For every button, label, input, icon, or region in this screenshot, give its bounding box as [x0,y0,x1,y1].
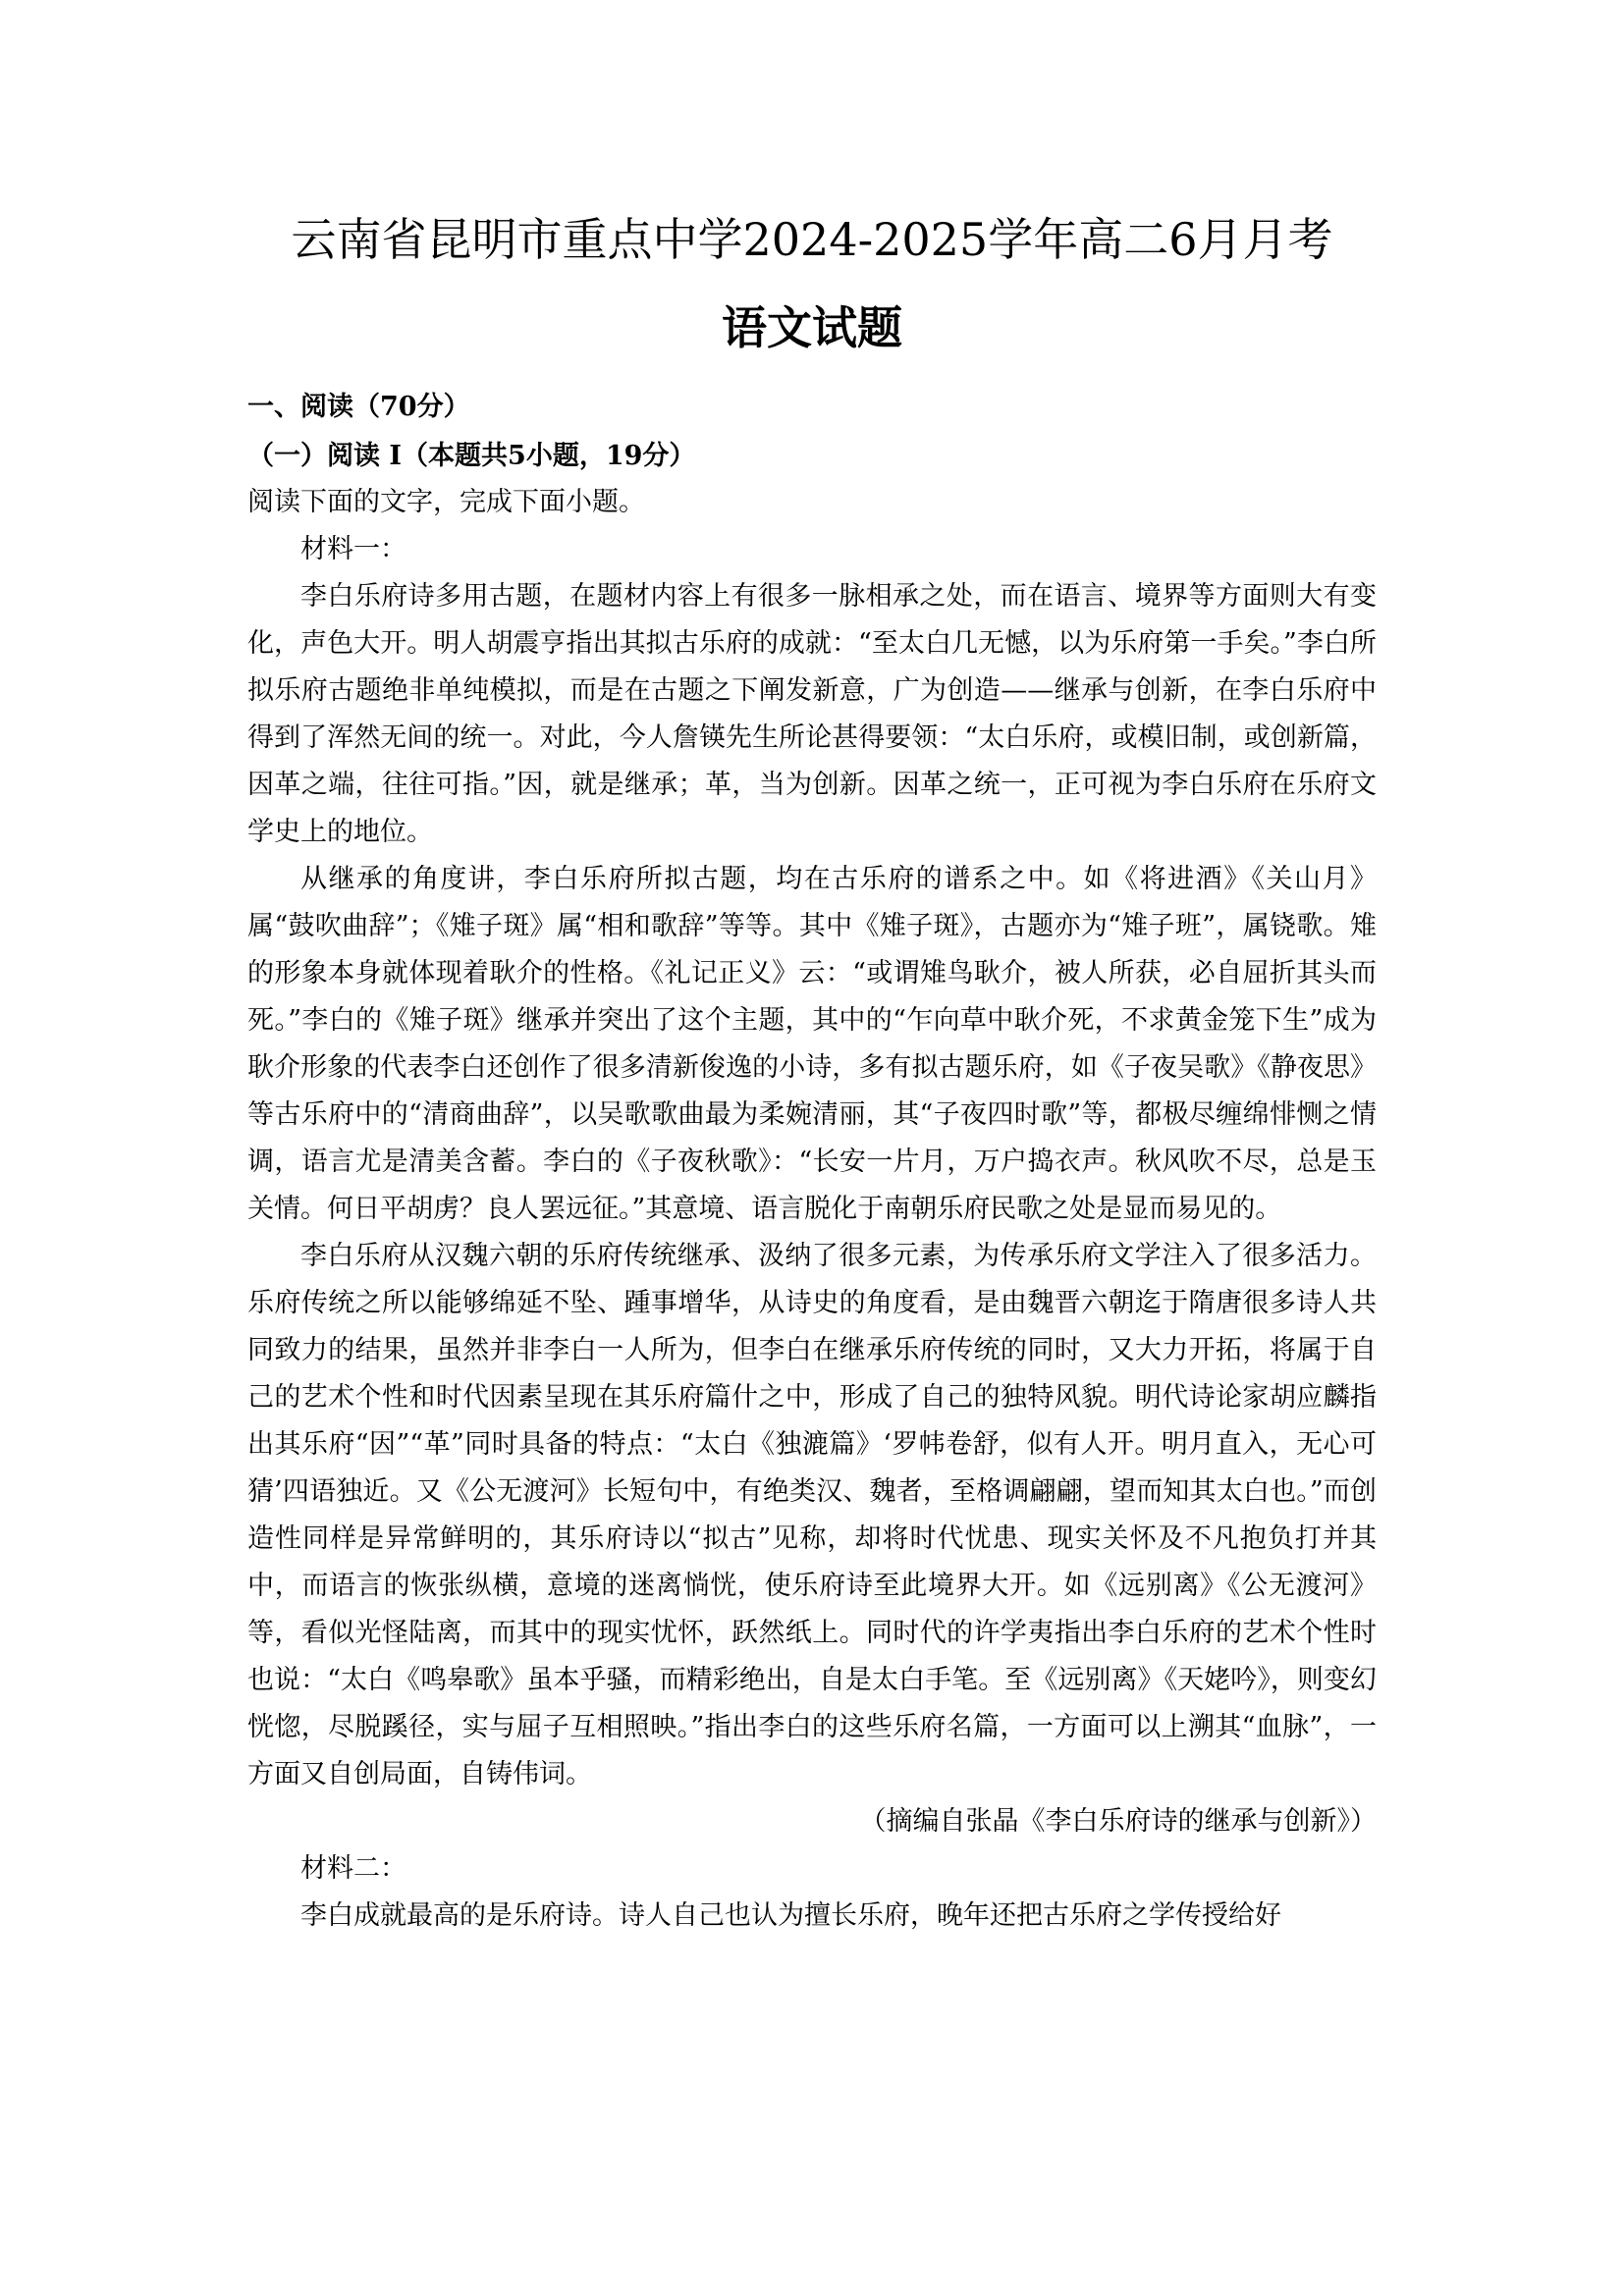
instruction-text: 阅读下面的文字，完成下面小题。 [247,487,645,517]
material-one-paragraph: 李白乐府诗多用古题，在题材内容上有很多一脉相承之处，而在语言、境界等方面则大有变化，声色大开。明人胡震亨指出其拟古乐府的成就：“至太白几无憾，以为乐府第一手矣。”李白所拟乐府古题绝非单纯模拟，而是在古题之下阐发新意，广为创造——继承与创新，在李白乐府中得到了浑然无间的统一。对此，今人詹锳先生所论甚得要领：“太白乐府，或模旧制，或创新篇，因革之端，往往可指。”因，就是继承；革，当为创新。因革之统一，正可视为李白乐府在乐府文学史上的地位。 [247,581,1377,847]
material-one-source: （摘编自张晶《李白乐府诗的继承与创新》） [859,1806,1377,1837]
exam-subtitle: 语文试题 [722,301,902,354]
material-two-label: 材料二： [300,1853,406,1884]
exam-title: 云南省昆明市重点中学2024-2025学年高二6月月考 [291,213,1333,266]
subsection-heading: （一）阅读 I（本题共5小题，19分） [247,441,696,471]
material-one-label: 材料一： [300,534,406,564]
material-one-paragraph: 从继承的角度讲，李白乐府所拟古题，均在古乐府的谱系之中。如《将进酒》《关山月》属“鼓吹曲辞”；《雉子斑》属“相和歌辞”等等。其中《雉子斑》，古题亦为“雉子班”，属铙歌。雉的形象本身就体现着耿介的性格。《礼记正义》云：“或谓雉鸟耿介，被人所获，必自屈折其头而死。”李白的《雉子斑》继承并突出了这个主题，其中的“乍向草中耿介死，不求黄金笼下生”成为耿介形象的代表李白还创作了很多清新俊逸的小诗，多有拟古题乐府，如《子夜吴歌》《静夜思》等古乐府中的“清商曲辞”，以吴歌歌曲最为柔婉清丽，其“子夜四时歌”等，都极尽缠绵悱恻之情调，语言尤是清美含蓄。李白的《子夜秋歌》：“长安一片月，万户捣衣声。秋风吹不尽，总是玉关情。何日平胡虏？良人罢远征。”其意境、语言脱化于南朝乐府民歌之处是显而易见的。 [247,864,1377,1224]
section-heading: 一、阅读（70分） [247,392,470,422]
material-one-paragraph: 李白乐府从汉魏六朝的乐府传统继承、汲纳了很多元素，为传承乐府文学注入了很多活力。乐府传统之所以能够绵延不坠、踵事增华，从诗史的角度看，是由魏晋六朝迄于隋唐很多诗人共同致力的结果，虽然并非李白一人所为，但李白在继承乐府传统的同时，又大力开拓，将属于自己的艺术个性和时代因素呈现在其乐府篇什之中，形成了自己的独特风貌。明代诗论家胡应麟指出其乐府“因”“革”同时具备的特点：“太白《独漉篇》‘罗帏卷舒，似有人开。明月直入，无心可猜’四语独近。又《公无渡河》长短句中，有绝类汉、魏者，至格调翩翩，望而知其太白也。”而创造性同样是异常鲜明的，其乐府诗以“拟古”见称，却将时代忧患、现实关怀及不凡抱负打并其中，而语言的恢张纵横，意境的迷离惝恍，使乐府诗至此境界大开。如《远别离》《公无渡河》等，看似光怪陆离，而其中的现实忧怀，跃然纸上。同时代的许学夷指出李白乐府的艺术个性时也说：“太白《鸣皋歌》虽本乎骚，而精彩绝出，自是太白手笔。至《远别离》《天姥吟》，则变幻恍惚，尽脱蹊径，实与屈子互相照映。”指出李白的这些乐府名篇，一方面可以上溯其“血脉”，一方面又自创局面，自铸伟词。 [247,1241,1377,1789]
material-two-paragraph: 李白成就最高的是乐府诗。诗人自己也认为擅长乐府，晚年还把古乐府之学传授给好 [300,1900,1281,1931]
page-content [247,204,1377,1940]
